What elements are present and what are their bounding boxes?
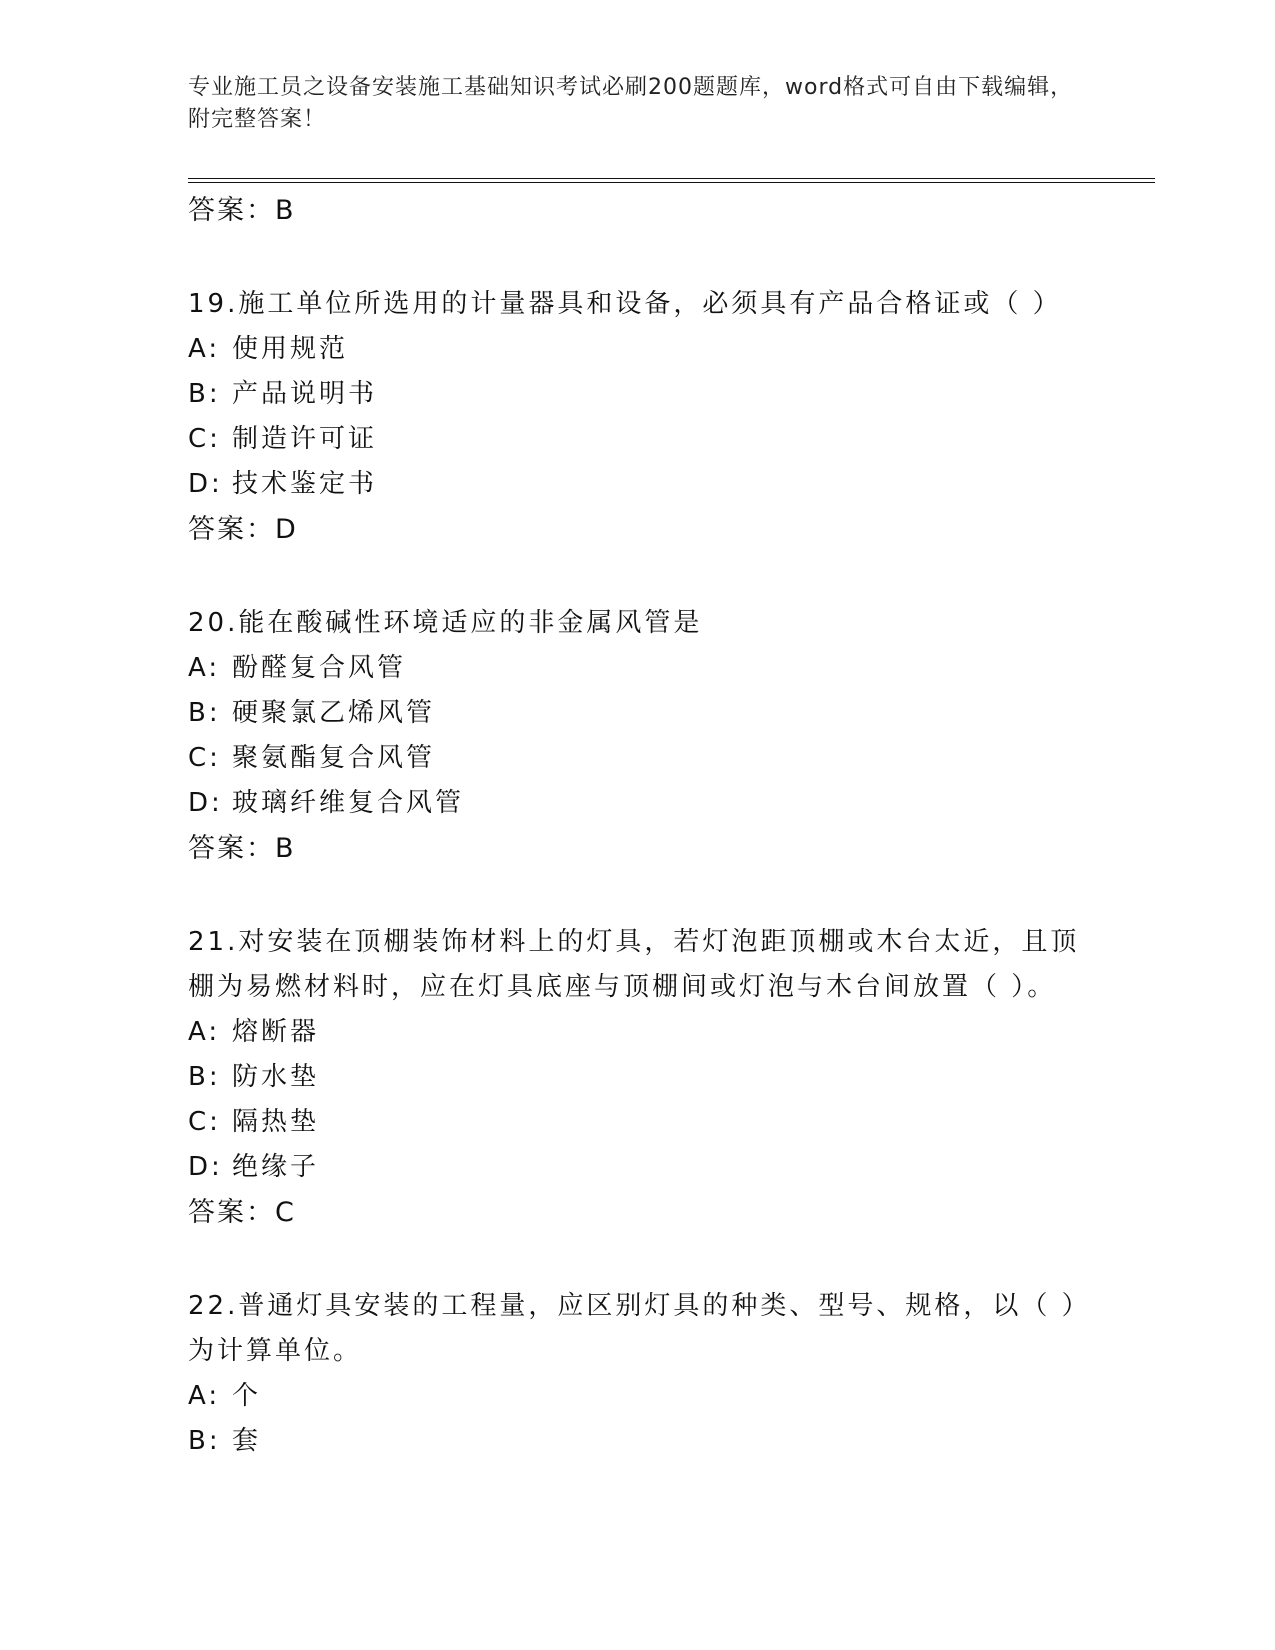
- option-a: A: 酚醛复合风管: [188, 653, 407, 683]
- question-item: [188, 1284, 1088, 1464]
- option-a: A: 使用规范: [188, 334, 349, 364]
- answer-line: 答案：D: [188, 514, 298, 545]
- option-d: D: 技术鉴定书: [188, 469, 378, 499]
- option-c: C: 聚氨酯复合风管: [188, 743, 436, 773]
- question-text: 21.对安装在顶棚装饰材料上的灯具，若灯泡距顶棚或木台太近，且顶棚为易燃材料时，应在灯具底座与顶棚间或灯泡与木台间放置（ ）。: [188, 927, 1080, 1002]
- header-divider-top: [188, 178, 1155, 179]
- option-d: D: 绝缘子: [188, 1152, 320, 1182]
- option-b: B: 套: [188, 1426, 262, 1456]
- option-c: C: 隔热垫: [188, 1107, 320, 1137]
- header-divider-bottom: [188, 182, 1155, 183]
- answer-line: 答案：B: [188, 195, 296, 226]
- question-item: [188, 920, 1088, 1236]
- question-text: 19.施工单位所选用的计量器具和设备，必须具有产品合格证或（ ）: [188, 289, 1062, 319]
- option-b: B: 防水垫: [188, 1062, 320, 1092]
- question-item: [188, 282, 1088, 553]
- question-list: [188, 188, 1088, 1464]
- question-text: 20.能在酸碱性环境适应的非金属风管是: [188, 608, 703, 638]
- option-b: B: 硬聚氯乙烯风管: [188, 698, 436, 728]
- option-d: D: 玻璃纤维复合风管: [188, 788, 465, 818]
- answer-line: 答案：B: [188, 833, 296, 864]
- option-c: C: 制造许可证: [188, 424, 378, 454]
- option-a: A: 个: [188, 1381, 262, 1411]
- question-text: 22.普通灯具安装的工程量，应区别灯具的种类、型号、规格，以（ ）为计算单位。: [188, 1291, 1078, 1366]
- option-b: B: 产品说明书: [188, 379, 378, 409]
- header-title: 专业施工员之设备安装施工基础知识考试必刷200题题库，word格式可自由下载编辑，附完整答案！: [188, 75, 1074, 132]
- question-item: [188, 601, 1088, 872]
- answer-line: 答案：C: [188, 1197, 296, 1228]
- option-a: A: 熔断器: [188, 1017, 320, 1047]
- document-header: [188, 72, 1078, 136]
